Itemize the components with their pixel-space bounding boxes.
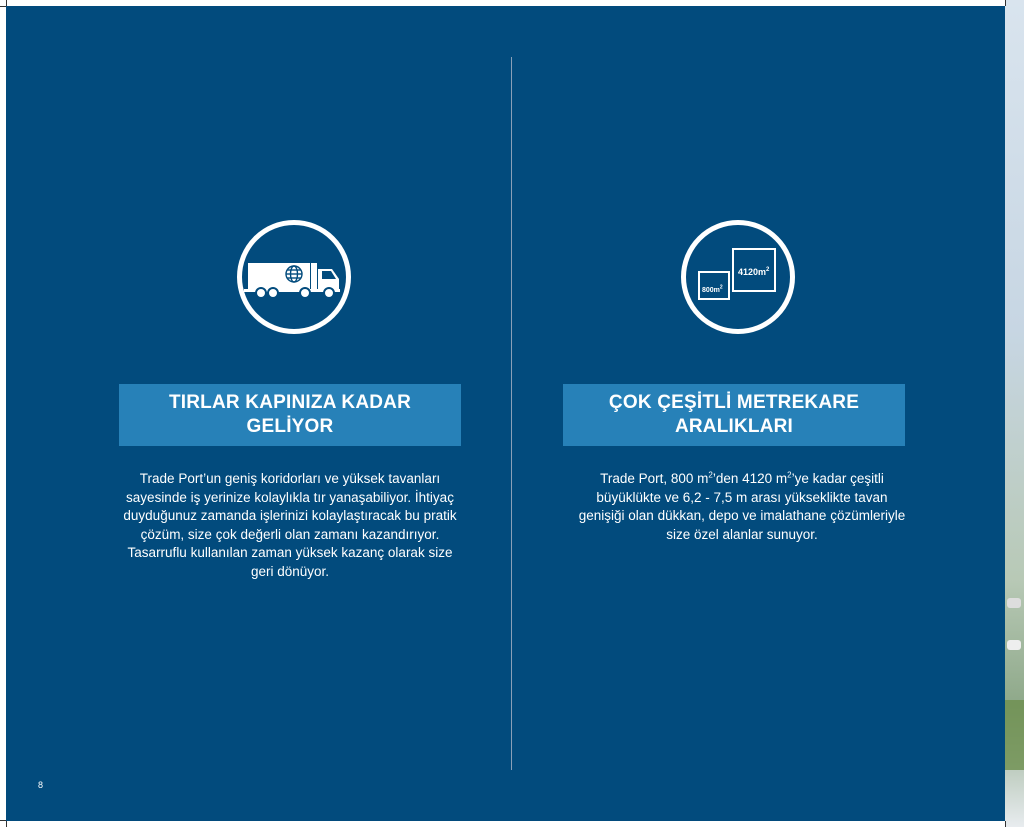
small-area-label: $800m^2$ [702, 284, 723, 294]
area-squares-icon [681, 220, 795, 334]
tree-shape [1005, 700, 1024, 770]
adjacent-page-photo [1005, 0, 1024, 827]
right-body-text: Trade Port, 800 $m^2’den$ 4120 $m^2’ye$ kadar çeşitli büyüklükte ve 6,2 - 7,5 m arası yükseklikte tavan genişiği olan dükkan, depo ve imalathane çözümleriyle size özel alanlar sunuyor. [578, 470, 906, 542]
crop-mark [0, 6, 6, 7]
car-shape [1007, 640, 1021, 650]
large-area-label: $4120m^2$ [738, 267, 770, 277]
crop-mark [1005, 0, 1006, 6]
right-title: ÇOK ÇEŞİTLİ METREKARE ARALIKLARI [563, 384, 905, 446]
truck-icon [237, 220, 351, 334]
center-divider [511, 57, 512, 770]
left-body-text: Trade Port’un geniş koridorları ve yüksek tavanları sayesinde iş yerinize kolaylıkla tır yanaşabiliyor. İhtiyaç duyduğunuz zamanda işlerinizi kolaylaştıracak bu pratik çözüm, size çok değerli olan zamanı kazandırıyor. Tasarruflu kullanılan zaman yüksek kazanç olarak size geri dönüyor. [123, 471, 457, 579]
crop-mark [6, 821, 7, 827]
left-title: TIRLAR KAPINIZA KADAR GELİYOR [119, 384, 461, 446]
crop-mark [6, 0, 7, 6]
page-number: 8 [38, 780, 44, 790]
crop-mark [1005, 821, 1006, 827]
car-shape [1007, 598, 1021, 608]
